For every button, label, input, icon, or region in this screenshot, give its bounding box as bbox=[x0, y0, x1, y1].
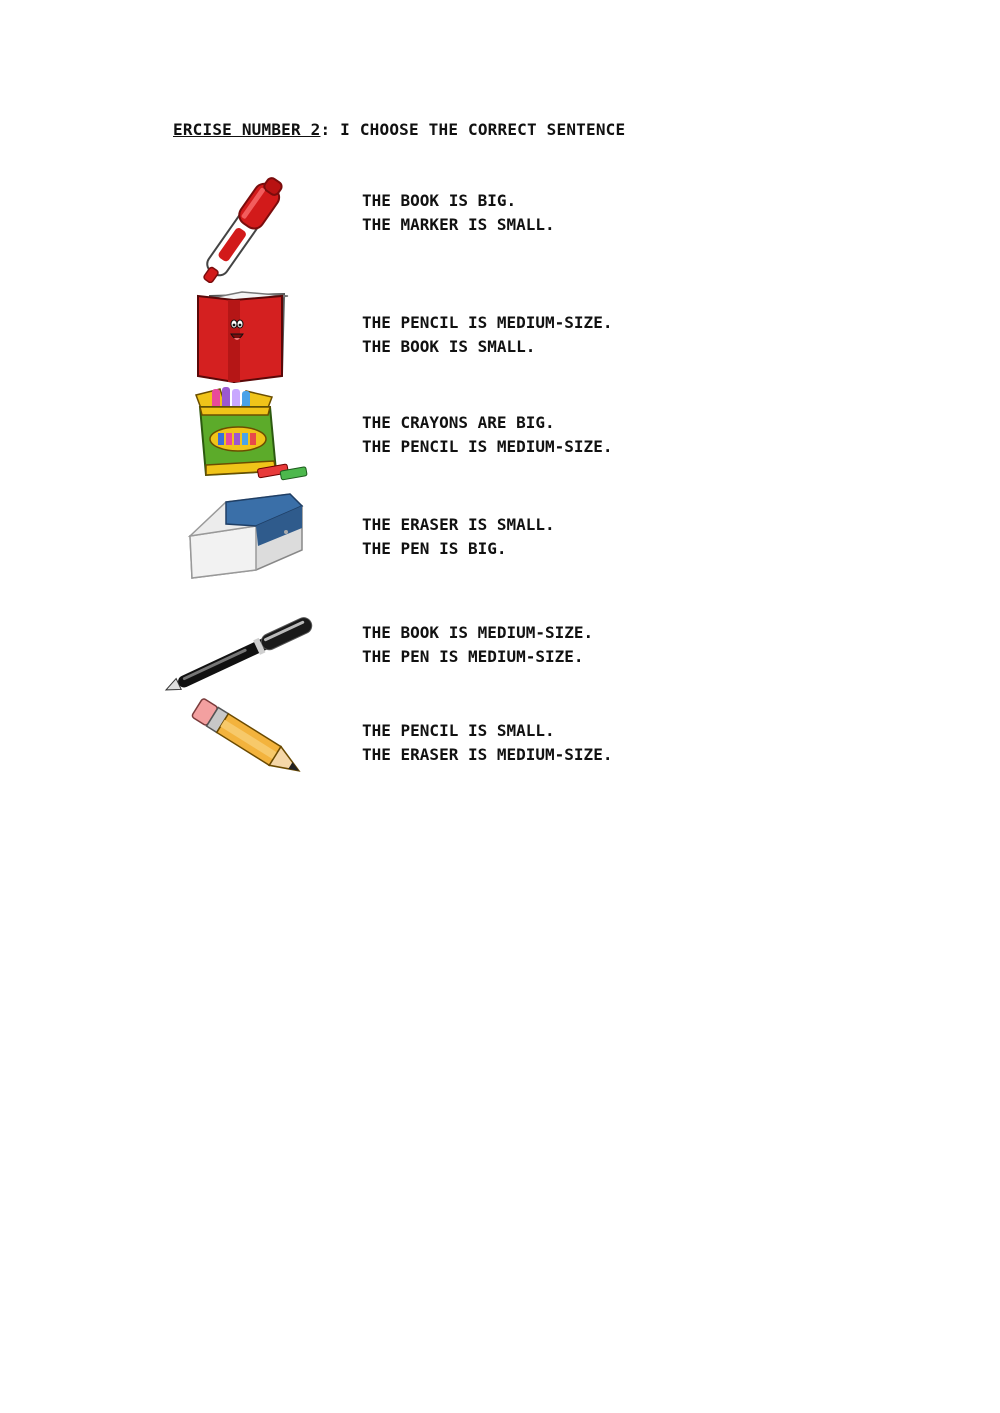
exercise-title bbox=[173, 120, 625, 139]
item-3-option-a[interactable]: THE CRAYONS ARE BIG. bbox=[362, 413, 555, 432]
item-4-option-b[interactable]: THE PEN IS BIG. bbox=[362, 539, 507, 558]
item-5-option-b[interactable]: THE PEN IS MEDIUM-SIZE. bbox=[362, 647, 584, 666]
eraser-icon bbox=[186, 492, 306, 582]
item-2-options bbox=[362, 311, 612, 359]
item-5-option-a[interactable]: THE BOOK IS MEDIUM-SIZE. bbox=[362, 623, 594, 642]
item-3-option-b[interactable]: THE PENCIL IS MEDIUM-SIZE. bbox=[362, 437, 613, 456]
item-1-option-b[interactable]: THE MARKER IS SMALL. bbox=[362, 215, 555, 234]
item-1-option-a[interactable]: THE BOOK IS BIG. bbox=[362, 191, 517, 210]
item-5-options bbox=[362, 621, 593, 669]
crayons-icon bbox=[186, 385, 308, 487]
exercise-title-number: ERCISE NUMBER 2 bbox=[173, 120, 321, 139]
item-2-option-a[interactable]: THE PENCIL IS MEDIUM-SIZE. bbox=[362, 313, 613, 332]
pen-icon bbox=[158, 612, 328, 696]
item-6-option-b[interactable]: THE ERASER IS MEDIUM-SIZE. bbox=[362, 745, 613, 764]
marker-icon bbox=[190, 168, 302, 283]
item-6-options bbox=[362, 719, 612, 767]
item-2-option-b[interactable]: THE BOOK IS SMALL. bbox=[362, 337, 536, 356]
pencil-icon bbox=[184, 696, 312, 782]
item-6-option-a[interactable]: THE PENCIL IS SMALL. bbox=[362, 721, 555, 740]
item-1-options bbox=[362, 189, 555, 237]
item-3-options bbox=[362, 411, 612, 459]
book-icon bbox=[192, 288, 292, 383]
item-4-option-a[interactable]: THE ERASER IS SMALL. bbox=[362, 515, 555, 534]
exercise-title-instruction: : I CHOOSE THE CORRECT SENTENCE bbox=[320, 120, 626, 139]
item-4-options bbox=[362, 513, 555, 561]
